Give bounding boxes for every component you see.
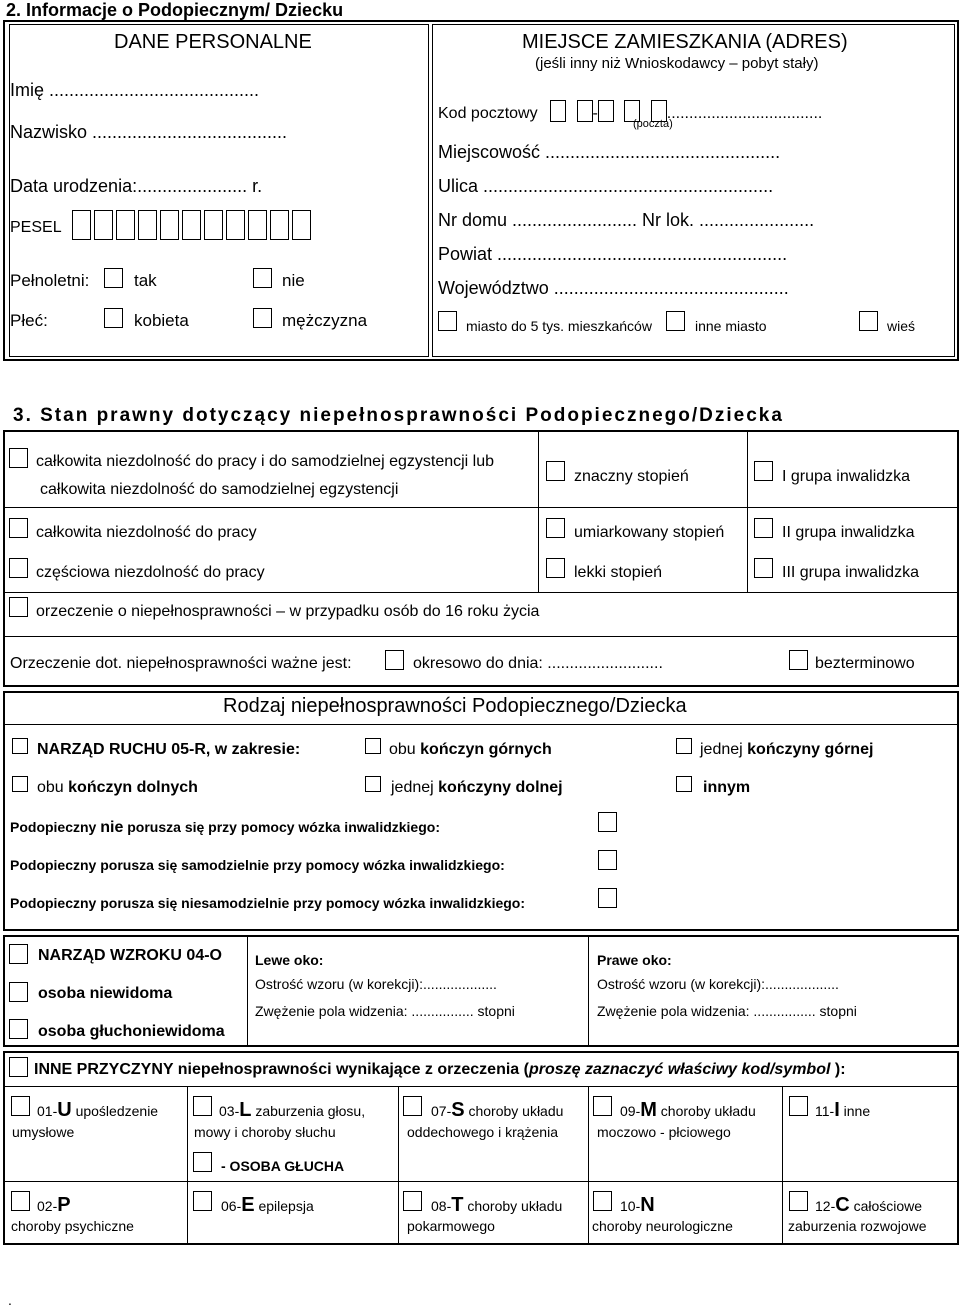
- loc-village-label: wieś: [887, 318, 916, 334]
- loc-other-city-checkbox[interactable]: [666, 311, 685, 331]
- other-range-label: innym: [703, 779, 751, 796]
- postal-city-dots[interactable]: ...................................: [666, 105, 823, 122]
- deaf-label: - OSOBA GŁUCHA: [221, 1158, 345, 1174]
- loc-small-town-label: miasto do 5 tys. mieszkańców: [466, 318, 652, 334]
- postal-digit-2[interactable]: [577, 100, 593, 122]
- loc-other-city-label: inne miasto: [695, 318, 767, 334]
- vision-organ-label: NARZĄD WZROKU 04-O: [38, 947, 222, 964]
- validity-perm-label: bezterminowo: [815, 655, 915, 672]
- wheelchair-q1-checkbox[interactable]: [598, 812, 617, 832]
- sex-male-checkbox[interactable]: [253, 308, 272, 328]
- pesel-boxes[interactable]: [72, 210, 314, 240]
- divider: [538, 431, 539, 592]
- group3-label: III grupa inwalidzka: [782, 564, 919, 581]
- personal-data-header: DANE PERSONALNE: [114, 31, 312, 53]
- code-07-label: 07-S choroby układu: [431, 1099, 564, 1121]
- postal-note: (poczta): [633, 118, 673, 130]
- code-01-label-2: umysłowe: [12, 1124, 75, 1140]
- county-field[interactable]: Powiat ..........................................................: [438, 244, 788, 264]
- deafblind-label: osoba głuchoniewidoma: [38, 1023, 225, 1040]
- divider: [4, 592, 958, 593]
- significant-degree-label: znaczny stopień: [574, 468, 689, 485]
- code-07-label-2: oddechowego i krążenia: [407, 1124, 558, 1140]
- divider: [782, 1087, 783, 1244]
- code-03-checkbox[interactable]: [193, 1096, 212, 1116]
- loc-small-town-checkbox[interactable]: [438, 311, 457, 331]
- total-incapacity-label-1: całkowita niezdolność do pracy i do samodzielnej egzystencji lub: [36, 453, 495, 470]
- footer-dot: .: [8, 1292, 12, 1308]
- both-lower-limbs-label: obu kończyn dolnych: [37, 779, 198, 796]
- group1-label: I grupa inwalidzka: [782, 468, 911, 485]
- voivodeship-field[interactable]: Województwo ...............................................: [438, 278, 789, 298]
- blind-label: osoba niewidoma: [38, 985, 173, 1002]
- group1-checkbox[interactable]: [754, 461, 773, 481]
- group2-label: II grupa inwalidzka: [782, 524, 915, 541]
- divider: [4, 636, 958, 637]
- code-01-label: 01-U upośledzenie: [37, 1099, 159, 1121]
- postal-label: Kod pocztowy: [438, 105, 538, 122]
- code-12-checkbox[interactable]: [789, 1191, 808, 1211]
- code-02-label: 02-P: [37, 1194, 71, 1216]
- left-eye-label: Lewe oko:: [255, 952, 324, 968]
- loc-village-checkbox[interactable]: [859, 311, 878, 331]
- divider: [4, 724, 958, 725]
- total-work-incapacity-label: całkowita niezdolność do pracy: [36, 524, 257, 541]
- significant-degree-checkbox[interactable]: [546, 461, 565, 481]
- first-name-field[interactable]: Imię ..........................................: [10, 80, 260, 100]
- city-field[interactable]: Miejscowość ...............................................: [438, 142, 781, 162]
- street-field[interactable]: Ulica ..........................................................: [438, 176, 774, 196]
- other-causes-label: INNE PRZYCZYNY niepełnosprawności wynikające z orzeczenia (proszę zaznaczyć właściwy kod/symbol ):: [34, 1061, 846, 1078]
- code-03-label-2: mowy i choroby słuchu: [194, 1124, 336, 1140]
- code-06-checkbox[interactable]: [193, 1191, 212, 1211]
- sex-male-label: mężczyzna: [282, 311, 368, 330]
- code-10-label: 10-N: [620, 1194, 655, 1216]
- one-upper-limb-checkbox[interactable]: [676, 738, 692, 754]
- code-07-checkbox[interactable]: [403, 1096, 422, 1116]
- divider: [588, 936, 589, 1046]
- section2-title: 2. Informacje o Podopiecznym/ Dziecku: [6, 0, 344, 20]
- code-10-label-2: choroby neurologiczne: [592, 1218, 733, 1234]
- total-incapacity-label-2: całkowita niezdolność do samodzielnej egzystencji: [40, 481, 399, 498]
- moderate-degree-label: umiarkowany stopień: [574, 524, 725, 541]
- wheelchair-q3-checkbox[interactable]: [598, 888, 617, 908]
- left-eye-field-field[interactable]: Zwężenie pola widzenia: ................ stopni: [255, 1003, 515, 1019]
- deaf-checkbox[interactable]: [193, 1152, 212, 1172]
- other-causes-checkbox[interactable]: [9, 1057, 28, 1077]
- total-incapacity-checkbox[interactable]: [9, 448, 28, 468]
- sex-female-checkbox[interactable]: [104, 308, 123, 328]
- total-work-incapacity-checkbox[interactable]: [9, 518, 28, 538]
- divider: [187, 1087, 188, 1244]
- validity-temp-checkbox[interactable]: [385, 650, 404, 670]
- adult-no-label: nie: [282, 271, 305, 290]
- ruling-under16-checkbox[interactable]: [9, 597, 28, 617]
- adult-label: Pełnoletni:: [10, 271, 90, 290]
- code-08-checkbox[interactable]: [403, 1191, 422, 1211]
- motor-organ-label: NARZĄD RUCHU 05-R, w zakresie:: [37, 741, 301, 758]
- group2-checkbox[interactable]: [754, 518, 773, 538]
- code-09-label-2: moczowo - płciowego: [597, 1124, 731, 1140]
- adult-yes-label: tak: [134, 271, 157, 290]
- other-range-checkbox[interactable]: [676, 776, 692, 792]
- partial-incapacity-checkbox[interactable]: [9, 558, 28, 578]
- adult-yes-checkbox[interactable]: [104, 268, 123, 288]
- light-degree-checkbox[interactable]: [546, 558, 565, 578]
- code-03-label: 03-L zaburzenia głosu,: [219, 1099, 366, 1121]
- code-10-checkbox[interactable]: [593, 1191, 612, 1211]
- birth-date-field[interactable]: Data urodzenia:...................... r.: [10, 176, 263, 196]
- moderate-degree-checkbox[interactable]: [546, 518, 565, 538]
- code-08-label: 08-T choroby układu: [431, 1194, 563, 1216]
- deafblind-checkbox[interactable]: [9, 1019, 28, 1039]
- code-12-label-2: zaburzenia rozwojowe: [788, 1218, 927, 1234]
- both-upper-limbs-checkbox[interactable]: [365, 738, 381, 754]
- code-09-label: 09-M choroby układu: [620, 1099, 756, 1121]
- validity-temp-label[interactable]: okresowo do dnia: ..........................: [413, 655, 663, 672]
- wheelchair-q2-label: Podopieczny porusza się samodzielnie przy pomocy wózka inwalidzkiego:: [10, 857, 505, 873]
- wheelchair-q1-label: Podopieczny nie porusza się przy pomocy wózka inwalidzkiego:: [10, 819, 440, 836]
- motor-organ-checkbox[interactable]: [12, 738, 28, 754]
- validity-label: Orzeczenie dot. niepełnosprawności ważne jest:: [10, 655, 352, 672]
- light-degree-label: lekki stopień: [574, 564, 663, 581]
- disability-type-header: Rodzaj niepełnosprawności Podopiecznego/Dziecka: [223, 695, 687, 717]
- address-header: MIEJSCE ZAMIESZKANIA (ADRES): [522, 31, 848, 53]
- divider: [588, 1087, 589, 1244]
- both-lower-limbs-checkbox[interactable]: [12, 776, 28, 792]
- one-lower-limb-label: jednej kończyny dolnej: [391, 779, 563, 796]
- divider: [747, 431, 748, 592]
- code-01-checkbox[interactable]: [11, 1096, 30, 1116]
- postal-dash: -: [592, 105, 598, 122]
- right-eye-field-field[interactable]: Zwężenie pola widzenia: ................ stopni: [597, 1003, 857, 1019]
- adult-no-checkbox[interactable]: [253, 268, 272, 288]
- code-02-checkbox[interactable]: [11, 1191, 30, 1211]
- divider: [4, 1181, 958, 1182]
- section3-title: 3. Stan prawny dotyczący niepełnosprawności Podopiecznego/Dziecka: [13, 405, 784, 426]
- house-number-field[interactable]: Nr domu ......................... Nr lok. .......................: [438, 210, 815, 230]
- address-subheader: (jeśli inny niż Wnioskodawcy – pobyt stały): [535, 55, 819, 72]
- divider: [4, 507, 958, 508]
- partial-incapacity-label: częściowa niezdolność do pracy: [36, 564, 265, 581]
- one-upper-limb-label: jednej kończyny górnej: [700, 741, 874, 758]
- sex-label: Płeć:: [10, 311, 48, 330]
- right-eye-label: Prawe oko:: [597, 952, 672, 968]
- code-11-checkbox[interactable]: [789, 1096, 808, 1116]
- code-11-label: 11-I inne: [815, 1099, 871, 1121]
- left-eye-acuity-field[interactable]: Ostrość wzoru (w korekcji):...................: [255, 976, 497, 992]
- blind-checkbox[interactable]: [9, 982, 28, 1002]
- group3-checkbox[interactable]: [754, 558, 773, 578]
- vision-organ-checkbox[interactable]: [9, 944, 28, 964]
- code-06-label: 06-E epilepsja: [221, 1194, 314, 1216]
- wheelchair-q2-checkbox[interactable]: [598, 850, 617, 870]
- divider: [4, 1086, 958, 1087]
- both-upper-limbs-label: obu kończyn górnych: [389, 741, 552, 758]
- code-09-checkbox[interactable]: [593, 1096, 612, 1116]
- ruling-under16-label: orzeczenie o niepełnosprawności – w przypadku osób do 16 roku życia: [36, 603, 540, 620]
- divider: [247, 936, 248, 1046]
- validity-perm-checkbox[interactable]: [789, 650, 808, 670]
- code-02-label-2: choroby psychiczne: [11, 1218, 134, 1234]
- sex-female-label: kobieta: [134, 311, 189, 330]
- wheelchair-q3-label: Podopieczny porusza się niesamodzielnie przy pomocy wózka inwalidzkiego:: [10, 895, 526, 911]
- code-08-label-2: pokarmowego: [407, 1218, 495, 1234]
- postal-row: [438, 100, 822, 123]
- pesel-row: [10, 210, 314, 240]
- right-eye-acuity-field[interactable]: Ostrość wzoru (w korekcji):...................: [597, 976, 839, 992]
- postal-digit-3[interactable]: [598, 100, 614, 122]
- divider: [398, 1087, 399, 1244]
- last-name-field[interactable]: Nazwisko .......................................: [10, 122, 288, 142]
- code-12-label: 12-C całościowe: [815, 1194, 923, 1216]
- one-lower-limb-checkbox[interactable]: [365, 776, 381, 792]
- postal-digit-1[interactable]: [550, 100, 566, 122]
- pesel-label: PESEL: [10, 219, 62, 236]
